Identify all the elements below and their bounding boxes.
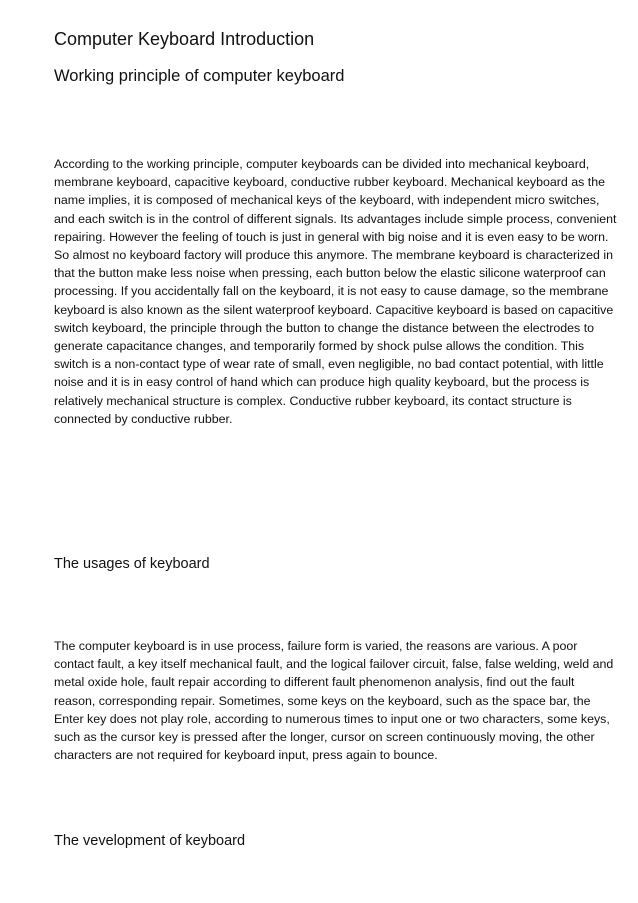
section-body-usages: The computer keyboard is in use process, failure form is varied, the reasons are various. A poor contact fault, a key itself mechanical fault, and the logical failover circuit, false, false welding, weld and metal oxide hole, fault repair according to different fault phenomenon analysis, find out the fault reason, corresponding repair. Sometimes, some keys on the keyboard, such as the space bar, the Enter key does not play role, according to numerous times to input one or two characters, some keys, such as the cursor key is pressed after the longer, cursor on screen continuously moving, the other characters are not required for keyboard input, press again to bounce. xyxy=(54,639,614,763)
section-heading-working-principle: Working principle of computer keyboard xyxy=(54,67,345,85)
section-heading-development: The vevelopment of keyboard xyxy=(54,833,246,849)
section-heading-usages: The usages of keyboard xyxy=(54,556,210,572)
document-title: Computer Keyboard Introduction xyxy=(54,29,315,49)
section-body-working-principle: According to the working principle, computer keyboards can be divided into mechanical keyboard, membrane keyboard, capacitive keyboard, conductive rubber keyboard. Mechanical keyboard as the name implies, it is composed of mechanical keys of the keyboard, with independent micro switches, and each switch is in the control of different signals. Its advantages include simple process, convenient repairing. However the feeling of touch is just in general with big noise and it is even easy to be worn. So almost no keyboard factory will produce this anymore. The membrane keyboard is characterized in that the button make less noise when pressing, each button below the elastic silicone waterproof can processing. If you accidentally fall on the keyboard, it is not easy to cause damage, so the membrane keyboard is also known as the silent waterproof keyboard. Capacitive keyboard is based on capacitive switch keyboard, the principle through the button to change the distance between the electrodes to generate capacitance changes, and temporarily formed by shock pulse allows the condition. This switch is a non-contact type of wear rate of small, even negligible, no bad contact potential, with little noise and it is in easy control of hand which can produce high quality keyboard, but the process is relatively mechanical structure is complex. Conductive rubber keyboard, its contact structure is connected by conductive rubber. xyxy=(54,157,617,426)
